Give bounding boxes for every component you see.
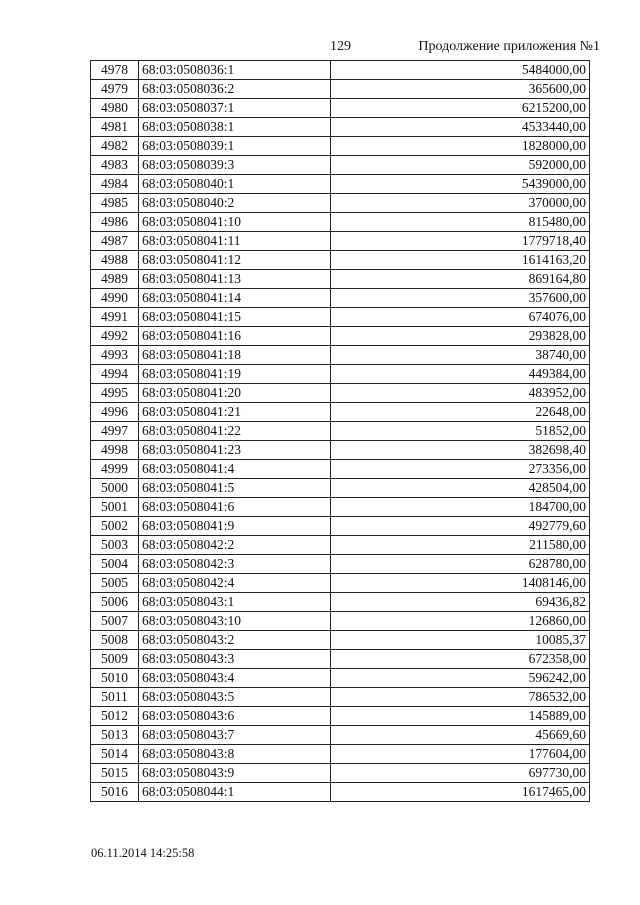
table-row: [91, 764, 590, 783]
cadastral-value: 6215200,00: [331, 99, 590, 118]
cadastral-value: 592000,00: [331, 156, 590, 175]
table-row: [91, 422, 590, 441]
table-row: [91, 688, 590, 707]
cadastral-number: 68:03:0508043:10: [139, 612, 331, 631]
cadastral-number: 68:03:0508041:18: [139, 346, 331, 365]
cadastral-number: 68:03:0508044:1: [139, 783, 331, 802]
cadastral-value: 483952,00: [331, 384, 590, 403]
row-number: 4984: [91, 175, 139, 194]
table-row: [91, 479, 590, 498]
table-row: [91, 726, 590, 745]
cadastral-value: 184700,00: [331, 498, 590, 517]
cadastral-number: 68:03:0508041:10: [139, 213, 331, 232]
cadastral-value: 674076,00: [331, 308, 590, 327]
cadastral-number: 68:03:0508042:4: [139, 574, 331, 593]
row-number: 4998: [91, 441, 139, 460]
cadastral-value-table: [90, 60, 590, 802]
cadastral-number: 68:03:0508043:2: [139, 631, 331, 650]
cadastral-value: 177604,00: [331, 745, 590, 764]
table-row: [91, 555, 590, 574]
cadastral-number: 68:03:0508041:6: [139, 498, 331, 517]
table-row: [91, 137, 590, 156]
row-number: 5007: [91, 612, 139, 631]
table-row: [91, 536, 590, 555]
row-number: 5015: [91, 764, 139, 783]
table-row: [91, 498, 590, 517]
row-number: 5005: [91, 574, 139, 593]
row-number: 4982: [91, 137, 139, 156]
row-number: 4992: [91, 327, 139, 346]
cadastral-number: 68:03:0508043:5: [139, 688, 331, 707]
table-row: [91, 289, 590, 308]
row-number: 5013: [91, 726, 139, 745]
row-number: 4988: [91, 251, 139, 270]
table-row: [91, 327, 590, 346]
table-row: [91, 365, 590, 384]
row-number: 5003: [91, 536, 139, 555]
row-number: 4985: [91, 194, 139, 213]
row-number: 4980: [91, 99, 139, 118]
row-number: 5016: [91, 783, 139, 802]
cadastral-value: 1614163,20: [331, 251, 590, 270]
cadastral-value: 1828000,00: [331, 137, 590, 156]
row-number: 5006: [91, 593, 139, 612]
table-row: [91, 460, 590, 479]
row-number: 4987: [91, 232, 139, 251]
cadastral-number: 68:03:0508038:1: [139, 118, 331, 137]
appendix-continuation-note: Продолжение приложения №1: [418, 39, 600, 54]
table-row: [91, 574, 590, 593]
cadastral-number: 68:03:0508042:3: [139, 555, 331, 574]
cadastral-value: 697730,00: [331, 764, 590, 783]
cadastral-value: 628780,00: [331, 555, 590, 574]
cadastral-value: 382698,40: [331, 441, 590, 460]
cadastral-number: 68:03:0508043:1: [139, 593, 331, 612]
cadastral-value: 815480,00: [331, 213, 590, 232]
cadastral-value: 51852,00: [331, 422, 590, 441]
cadastral-number: 68:03:0508040:1: [139, 175, 331, 194]
cadastral-value: 449384,00: [331, 365, 590, 384]
cadastral-number: 68:03:0508041:4: [139, 460, 331, 479]
cadastral-value: 596242,00: [331, 669, 590, 688]
cadastral-number: 68:03:0508041:15: [139, 308, 331, 327]
cadastral-number: 68:03:0508041:19: [139, 365, 331, 384]
cadastral-value: 492779,60: [331, 517, 590, 536]
page-number: 129: [330, 39, 351, 54]
cadastral-value: 1408146,00: [331, 574, 590, 593]
table-row: [91, 669, 590, 688]
table-row: [91, 232, 590, 251]
row-number: 5010: [91, 669, 139, 688]
cadastral-number: 68:03:0508041:14: [139, 289, 331, 308]
cadastral-value: 370000,00: [331, 194, 590, 213]
cadastral-value: 211580,00: [331, 536, 590, 555]
table-body: [91, 61, 590, 802]
cadastral-number: 68:03:0508043:3: [139, 650, 331, 669]
table-row: [91, 612, 590, 631]
table-row: [91, 270, 590, 289]
row-number: 4989: [91, 270, 139, 289]
cadastral-value: 5484000,00: [331, 61, 590, 80]
row-number: 4981: [91, 118, 139, 137]
cadastral-value: 4533440,00: [331, 118, 590, 137]
cadastral-number: 68:03:0508041:20: [139, 384, 331, 403]
row-number: 4997: [91, 422, 139, 441]
table-row: [91, 593, 590, 612]
row-number: 4978: [91, 61, 139, 80]
cadastral-value: 45669,60: [331, 726, 590, 745]
cadastral-number: 68:03:0508041:23: [139, 441, 331, 460]
cadastral-value: 22648,00: [331, 403, 590, 422]
cadastral-number: 68:03:0508039:3: [139, 156, 331, 175]
cadastral-number: 68:03:0508043:4: [139, 669, 331, 688]
cadastral-value: 5439000,00: [331, 175, 590, 194]
cadastral-number: 68:03:0508037:1: [139, 99, 331, 118]
table-row: [91, 99, 590, 118]
table-row: [91, 707, 590, 726]
cadastral-number: 68:03:0508041:13: [139, 270, 331, 289]
table-row: [91, 61, 590, 80]
cadastral-number: 68:03:0508043:6: [139, 707, 331, 726]
cadastral-number: 68:03:0508041:22: [139, 422, 331, 441]
table-row: [91, 745, 590, 764]
row-number: 5001: [91, 498, 139, 517]
table-row: [91, 384, 590, 403]
cadastral-number: 68:03:0508036:2: [139, 80, 331, 99]
row-number: 4983: [91, 156, 139, 175]
row-number: 5014: [91, 745, 139, 764]
cadastral-value: 357600,00: [331, 289, 590, 308]
cadastral-number: 68:03:0508041:5: [139, 479, 331, 498]
row-number: 5002: [91, 517, 139, 536]
row-number: 5009: [91, 650, 139, 669]
table-row: [91, 194, 590, 213]
row-number: 5011: [91, 688, 139, 707]
table-row: [91, 156, 590, 175]
cadastral-number: 68:03:0508036:1: [139, 61, 331, 80]
cadastral-value: 69436,82: [331, 593, 590, 612]
cadastral-number: 68:03:0508041:16: [139, 327, 331, 346]
cadastral-number: 68:03:0508042:2: [139, 536, 331, 555]
cadastral-number: 68:03:0508040:2: [139, 194, 331, 213]
cadastral-value: 786532,00: [331, 688, 590, 707]
cadastral-value: 1779718,40: [331, 232, 590, 251]
cadastral-number: 68:03:0508039:1: [139, 137, 331, 156]
cadastral-number: 68:03:0508043:7: [139, 726, 331, 745]
row-number: 4990: [91, 289, 139, 308]
row-number: 4994: [91, 365, 139, 384]
cadastral-value: 273356,00: [331, 460, 590, 479]
row-number: 5012: [91, 707, 139, 726]
cadastral-number: 68:03:0508041:21: [139, 403, 331, 422]
table-row: [91, 517, 590, 536]
row-number: 4993: [91, 346, 139, 365]
cadastral-number: 68:03:0508043:8: [139, 745, 331, 764]
row-number: 4986: [91, 213, 139, 232]
table-row: [91, 251, 590, 270]
table-row: [91, 403, 590, 422]
cadastral-number: 68:03:0508041:11: [139, 232, 331, 251]
cadastral-number: 68:03:0508041:12: [139, 251, 331, 270]
cadastral-value: 672358,00: [331, 650, 590, 669]
row-number: 4991: [91, 308, 139, 327]
table-row: [91, 175, 590, 194]
cadastral-value: 293828,00: [331, 327, 590, 346]
table-row: [91, 441, 590, 460]
row-number: 5008: [91, 631, 139, 650]
row-number: 4995: [91, 384, 139, 403]
cadastral-value: 10085,37: [331, 631, 590, 650]
table-row: [91, 308, 590, 327]
row-number: 4999: [91, 460, 139, 479]
cadastral-value: 365600,00: [331, 80, 590, 99]
table-row: [91, 80, 590, 99]
table-row: [91, 783, 590, 802]
cadastral-value: 428504,00: [331, 479, 590, 498]
table-row: [91, 650, 590, 669]
print-timestamp: 06.11.2014 14:25:58: [91, 846, 195, 860]
row-number: 5004: [91, 555, 139, 574]
cadastral-value: 869164,80: [331, 270, 590, 289]
table-row: [91, 631, 590, 650]
row-number: 4979: [91, 80, 139, 99]
cadastral-number: 68:03:0508041:9: [139, 517, 331, 536]
row-number: 5000: [91, 479, 139, 498]
row-number: 4996: [91, 403, 139, 422]
table-row: [91, 346, 590, 365]
cadastral-number: 68:03:0508043:9: [139, 764, 331, 783]
cadastral-value: 1617465,00: [331, 783, 590, 802]
cadastral-value: 145889,00: [331, 707, 590, 726]
table-row: [91, 118, 590, 137]
cadastral-value: 38740,00: [331, 346, 590, 365]
cadastral-value: 126860,00: [331, 612, 590, 631]
table-row: [91, 213, 590, 232]
